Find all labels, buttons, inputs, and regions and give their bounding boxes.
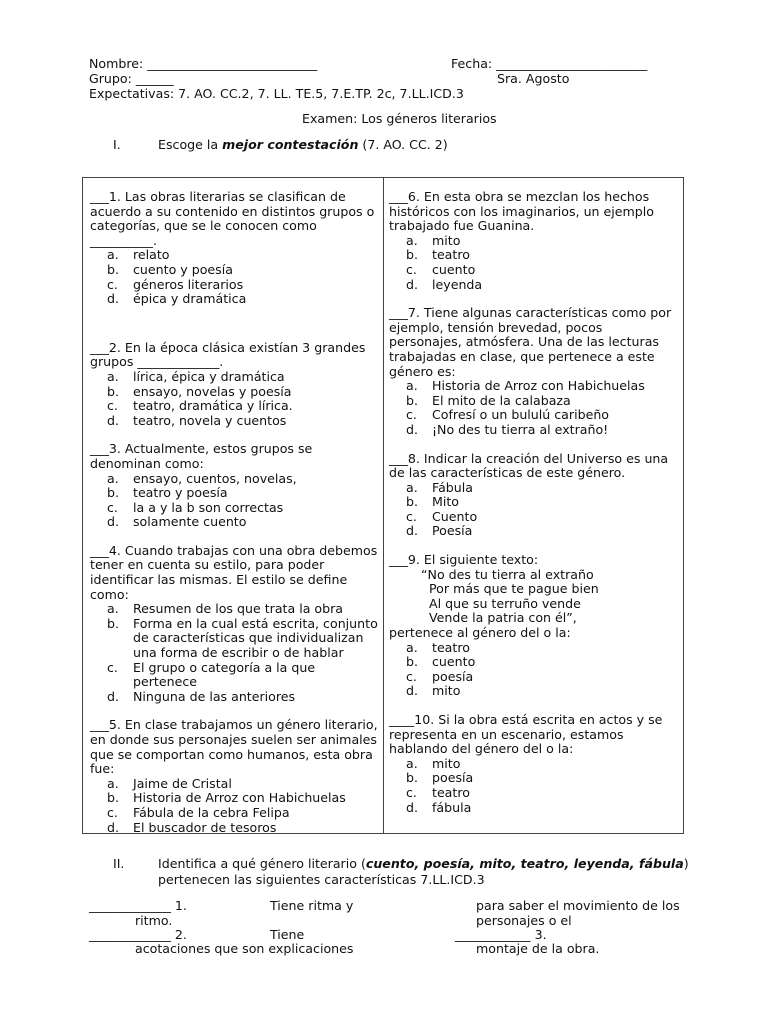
quote-line: Al que su terruño vende [389, 595, 581, 611]
right-line2: personajes o el [476, 913, 572, 928]
answer-option[interactable] [389, 786, 679, 801]
section1-instruction [158, 137, 448, 152]
option-text: Forma en la cual está escrita, conjunto de características que individualizan una forma de escribir o de hablar [133, 615, 378, 661]
option-letter: b. [406, 770, 418, 786]
option-letter: c. [406, 261, 417, 277]
answer-option[interactable] [90, 777, 380, 792]
question-stem: ___2. En la época clásica existían 3 grandes grupos _____________. [90, 339, 366, 370]
question-stem: ____10. Si la obra está escrita en actos y se representa en un escenario, estamos hablando del género del o la: [389, 712, 663, 757]
option-letter: a. [107, 601, 119, 617]
answer-option[interactable] [90, 263, 380, 278]
option-text: Historia de Arroz con Habichuelas [133, 790, 346, 806]
option-text: teatro, dramática y lírica. [133, 398, 293, 414]
answer-option[interactable] [90, 617, 380, 661]
answer-option[interactable] [389, 771, 679, 786]
option-text: épica y dramática [133, 291, 247, 307]
option-text: mito [432, 683, 461, 699]
item2-cont: acotaciones que son explicaciones [135, 941, 354, 956]
question-block [389, 190, 679, 292]
option-letter: b. [406, 247, 418, 263]
section2-text1: Identifica a qué género literario ( [158, 856, 366, 871]
section1-number: I. [113, 137, 121, 152]
option-letter: d. [107, 412, 119, 428]
option-text: Cuento [432, 508, 478, 524]
option-letter: b. [406, 392, 418, 408]
option-letter: a. [406, 232, 418, 248]
quote-line: Por más que te pague bien [389, 581, 599, 597]
option-text: ¡No des tu tierra al extraño! [432, 421, 609, 437]
answer-option[interactable] [90, 385, 380, 400]
answer-option[interactable] [90, 278, 380, 293]
question-stem: ___4. Cuando trabajas con una obra debemos tener en cuenta su estilo, para poder identificar las mismas. El estilo se define como: [90, 542, 378, 602]
question-stem: ___9. El siguiente texto: [389, 552, 539, 568]
question-block [90, 544, 380, 705]
option-text: solamente cuento [133, 514, 247, 530]
item2-blank[interactable]: _____________ 2. [89, 927, 187, 942]
question-block [389, 553, 679, 699]
answer-option[interactable] [90, 370, 380, 385]
option-letter: a. [107, 368, 119, 384]
option-text: El buscador de tesoros [133, 819, 277, 835]
option-text: El grupo o categoría a la que pertenece [133, 659, 316, 690]
option-text: poesía [432, 668, 474, 684]
answer-option[interactable] [389, 248, 679, 263]
exam-title: Examen: Los géneros literarios [302, 111, 497, 126]
option-letter: a. [406, 479, 418, 495]
answer-option[interactable] [90, 821, 380, 836]
item1-blank[interactable]: _____________ 1. [89, 898, 187, 913]
question-block [90, 718, 380, 835]
option-letter: b. [107, 261, 119, 277]
option-text: Cofresí o un bululú caribeño [432, 407, 610, 423]
option-text: Ninguna de las anteriores [133, 688, 296, 704]
option-text: teatro, novela y cuentos [133, 412, 287, 428]
option-letter: d. [406, 276, 418, 292]
answer-option[interactable] [389, 263, 679, 278]
answer-option[interactable] [90, 791, 380, 806]
option-letter: a. [406, 378, 418, 394]
right-line3: montaje de la obra. [476, 941, 600, 956]
answer-option[interactable] [90, 292, 380, 307]
expectativas: Expectativas: 7. AO. CC.2, 7. LL. TE.5, 7.E.TP. 2c, 7.LL.ICD.3 [89, 86, 464, 101]
option-text: Poesía [432, 523, 473, 539]
option-letter: d. [406, 523, 418, 539]
question-stem: ___8. Indicar la creación del Universo es una de las características de este género. [389, 450, 669, 481]
option-text: mito [432, 232, 461, 248]
item3-blank[interactable]: ____________ 3. [455, 927, 547, 942]
section2-emph: cuento, poesía, mito, teatro, leyenda, fábula [365, 856, 684, 871]
option-text: Fábula de la cebra Felipa [133, 804, 290, 820]
option-text: teatro y poesía [133, 485, 228, 501]
question-followup: pertenece al género del o la: [389, 625, 571, 641]
option-letter: b. [406, 494, 418, 510]
option-letter: c. [107, 398, 118, 414]
option-text: teatro [432, 784, 470, 800]
item2-text: Tiene [270, 927, 305, 942]
option-letter: d. [107, 688, 119, 704]
option-text: teatro [432, 247, 470, 263]
answer-option[interactable] [90, 602, 380, 617]
quote-line: “No des tu tierra al extraño [389, 566, 594, 582]
quote-line: Vende la patria con él”, [389, 610, 577, 626]
column-divider [383, 178, 384, 833]
option-letter: a. [107, 247, 119, 263]
option-text: Historia de Arroz con Habichuelas [432, 378, 645, 394]
answer-option[interactable] [90, 501, 380, 516]
option-letter: b. [107, 383, 119, 399]
option-text: teatro [432, 639, 470, 655]
answer-option[interactable] [90, 472, 380, 487]
option-letter: d. [406, 799, 418, 815]
option-text: mito [432, 755, 461, 771]
option-letter: a. [107, 470, 119, 486]
question-block [90, 190, 380, 307]
option-letter: c. [406, 784, 417, 800]
section1-emph: mejor contestación [222, 137, 359, 152]
answer-option[interactable] [389, 423, 679, 438]
answer-option[interactable] [90, 248, 380, 263]
question-block [389, 713, 679, 815]
answer-option[interactable] [90, 661, 380, 690]
option-text: ensayo, novelas y poesía [133, 383, 292, 399]
answer-option[interactable] [90, 399, 380, 414]
answer-option[interactable] [90, 414, 380, 429]
option-letter: c. [107, 804, 118, 820]
option-letter: c. [406, 407, 417, 423]
nombre-field[interactable]: Nombre: ___________________________ [89, 56, 318, 71]
option-letter: c. [406, 508, 417, 524]
answer-option[interactable] [389, 495, 679, 510]
section1-prefix: Escoge la [158, 137, 223, 152]
option-text: géneros literarios [133, 276, 244, 292]
option-text: El mito de la calabaza [432, 392, 571, 408]
section2-number: II. [113, 856, 125, 871]
questions-table [82, 177, 684, 834]
answer-option[interactable] [389, 234, 679, 249]
questions-left-column [90, 190, 380, 835]
option-text: Jaime de Cristal [133, 775, 232, 791]
question-stem: ___1. Las obras literarias se clasifican de acuerdo a su contenido en distintos grupos o categorías, que se le conocen como __________. [90, 189, 375, 248]
answer-option[interactable] [389, 510, 679, 525]
answer-option[interactable] [90, 690, 380, 705]
question-stem: ___7. Tiene algunas características como por ejemplo, tensión brevedad, pocos personajes, atmósfera. Una de las lecturas trabajadas en clase, que pertenece a este género es: [389, 305, 672, 379]
option-letter: d. [406, 683, 418, 699]
option-text: cuento y poesía [133, 261, 233, 277]
answer-option[interactable] [389, 278, 679, 293]
option-letter: b. [107, 485, 119, 501]
answer-option[interactable] [389, 655, 679, 670]
answer-option[interactable] [389, 801, 679, 816]
option-text: la a y la b son correctas [133, 499, 284, 515]
answer-option[interactable] [389, 641, 679, 656]
item1-text: Tiene ritma y [270, 898, 354, 913]
fecha-field[interactable]: Fecha: ________________________ [451, 56, 648, 71]
question-stem: ___5. En clase trabajamos un género literario, en donde sus personajes suelen ser animales que se comportan como humanos, esta obra fue: [90, 717, 378, 777]
question-block [389, 452, 679, 540]
section1-suffix: (7. AO. CC. 2) [358, 137, 448, 152]
questions-right-column [389, 190, 679, 815]
option-letter: c. [107, 276, 118, 292]
question-block [389, 306, 679, 437]
option-text: poesía [432, 770, 474, 786]
answer-option[interactable] [389, 670, 679, 685]
option-letter: a. [406, 639, 418, 655]
item1-cont: ritmo. [135, 913, 173, 928]
answer-option[interactable] [90, 486, 380, 501]
option-text: cuento [432, 654, 476, 670]
option-letter: d. [107, 291, 119, 307]
option-text: leyenda [432, 276, 483, 292]
option-letter: b. [107, 615, 119, 631]
answer-option[interactable] [389, 394, 679, 409]
answer-option[interactable] [389, 684, 679, 699]
answer-option[interactable] [389, 379, 679, 394]
question-stem: ___6. En esta obra se mezclan los hechos históricos con los imaginarios, un ejemplo trabajado fue Guanina. [389, 189, 654, 234]
option-letter: d. [107, 819, 119, 835]
answer-option[interactable] [389, 757, 679, 772]
right-line1: para saber el movimiento de los [476, 898, 680, 913]
section2-text2: ) pertenecen las siguientes características 7.LL.ICD.3 [158, 856, 689, 887]
option-text: lírica, épica y dramática [133, 368, 285, 384]
answer-option[interactable] [90, 515, 380, 530]
question-stem: ___3. Actualmente, estos grupos se denominan como: [90, 441, 313, 471]
option-letter: a. [406, 755, 418, 771]
option-letter: d. [406, 421, 418, 437]
option-letter: b. [107, 790, 119, 806]
question-block [90, 341, 380, 429]
answer-option[interactable] [389, 408, 679, 423]
question-block [90, 442, 380, 530]
section2-instruction [158, 856, 718, 887]
answer-option[interactable] [389, 481, 679, 496]
grupo-field[interactable]: Grupo: ______ [89, 71, 174, 86]
option-letter: c. [107, 499, 118, 515]
teacher-name: Sra. Agosto [497, 71, 570, 86]
answer-option[interactable] [90, 806, 380, 821]
option-text: ensayo, cuentos, novelas, [133, 470, 297, 486]
option-text: relato [133, 247, 170, 263]
option-text: fábula [432, 799, 472, 815]
option-text: Fábula [432, 479, 473, 495]
option-text: Resumen de los que trata la obra [133, 601, 344, 617]
option-text: Mito [432, 494, 460, 510]
option-letter: c. [406, 668, 417, 684]
option-letter: c. [107, 659, 118, 675]
option-text: cuento [432, 261, 476, 277]
answer-option[interactable] [389, 524, 679, 539]
option-letter: d. [107, 514, 119, 530]
option-letter: b. [406, 654, 418, 670]
option-letter: a. [107, 775, 119, 791]
